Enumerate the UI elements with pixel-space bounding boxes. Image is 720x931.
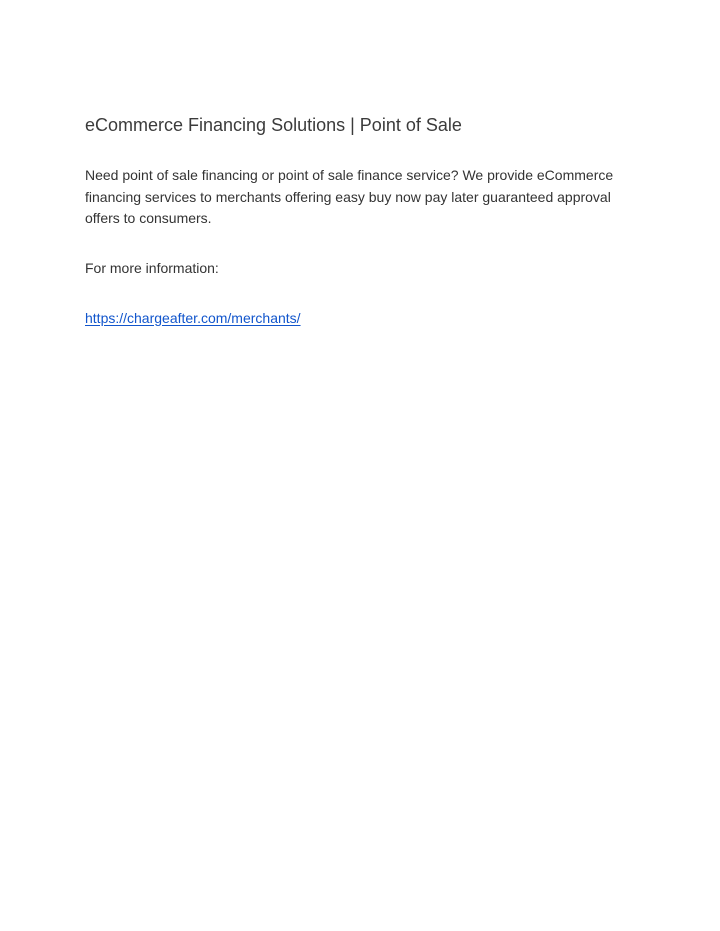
document-title: eCommerce Financing Solutions | Point of Sale (85, 115, 462, 135)
document-content (85, 112, 625, 329)
document-body-paragraph: Need point of sale financing or point of sale finance service? We provide eCommerce financing services to merchants offering easy buy now pay later guaranteed approval offers to consumers. (85, 167, 614, 226)
merchants-link[interactable]: https://chargeafter.com/merchants/ (85, 309, 301, 326)
more-information-label: For more information: (85, 259, 219, 276)
